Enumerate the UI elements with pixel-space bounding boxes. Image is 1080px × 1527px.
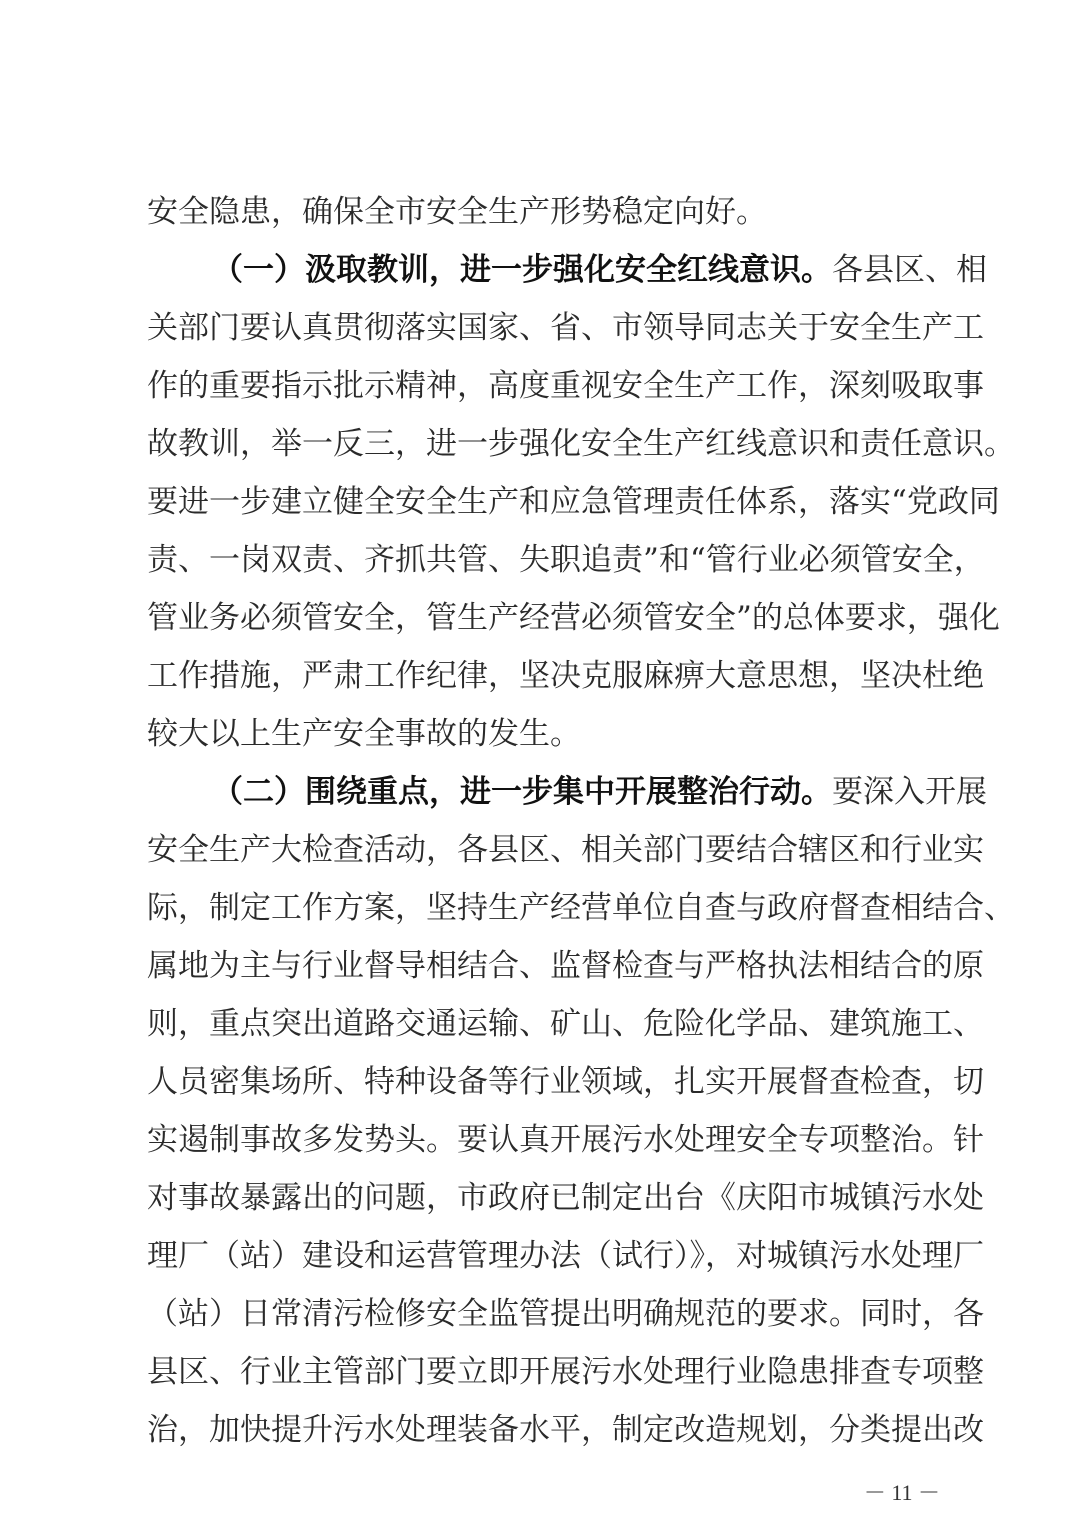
section-2-lead-text: 要深入开展 (832, 774, 987, 810)
text-line-22: 治，加快提升污水处理装备水平，制定改造规划，分类提出改 (147, 1412, 984, 1448)
text-line-17: 实遏制事故多发势头。要认真开展污水处理安全专项整治。针 (147, 1122, 984, 1158)
text-line-14: 属地为主与行业督导相结合、监督检查与严格执法相结合的原 (147, 948, 984, 984)
text-line-15: 则，重点突出道路交通运输、矿山、危险化学品、建筑施工、 (147, 1006, 984, 1042)
section-2-heading: （二）围绕重点，进一步集中开展整治行动。 (212, 774, 832, 810)
text-line-10: 较大以上生产安全事故的发生。 (147, 716, 581, 752)
text-line-6: 要进一步建立健全安全生产和应急管理责任体系，落实“党政同 (147, 484, 1000, 520)
section-2-first-line (212, 772, 987, 812)
text-line-8: 管业务必须管安全，管生产经营必须管安全”的总体要求，强化 (147, 600, 1000, 636)
section-1-first-line (212, 250, 987, 290)
text-line-3: 关部门要认真贯彻落实国家、省、市领导同志关于安全生产工 (147, 310, 984, 346)
text-line-12: 安全生产大检查活动，各县区、相关部门要结合辖区和行业实 (147, 832, 984, 868)
text-line-4: 作的重要指示批示精神，高度重视安全生产工作，深刻吸取事 (147, 368, 984, 404)
text-line-16: 人员密集场所、特种设备等行业领域，扎实开展督查检查，切 (147, 1064, 984, 1100)
section-1-heading: （一）汲取教训，进一步强化安全红线意识。 (212, 252, 832, 288)
text-line-9: 工作措施，严肃工作纪律，坚决克服麻痹大意思想，坚决杜绝 (147, 658, 984, 694)
text-line-18: 对事故暴露出的问题，市政府已制定出台《庆阳市城镇污水处 (147, 1180, 984, 1216)
section-1-lead-text: 各县区、相 (832, 252, 987, 288)
text-line-13: 际，制定工作方案，坚持生产经营单位自查与政府督查相结合、 (147, 890, 1015, 926)
text-line-21: 县区、行业主管部门要立即开展污水处理行业隐患排查专项整 (147, 1354, 984, 1390)
page-number: － 11 － (863, 1480, 940, 1505)
text-line-1: 安全隐患，确保全市安全生产形势稳定向好。 (147, 194, 767, 230)
text-line-5: 故教训，举一反三，进一步强化安全生产红线意识和责任意识。 (147, 426, 1015, 462)
text-line-19: 理厂（站）建设和运营管理办法（试行）》，对城镇污水处理厂 (147, 1238, 984, 1274)
text-line-7: 责、一岗双责、齐抓共管、失职追责”和“管行业必须管安全， (147, 542, 985, 578)
text-line-20: （站）日常清污检修安全监管提出明确规范的要求。同时，各 (147, 1296, 984, 1332)
